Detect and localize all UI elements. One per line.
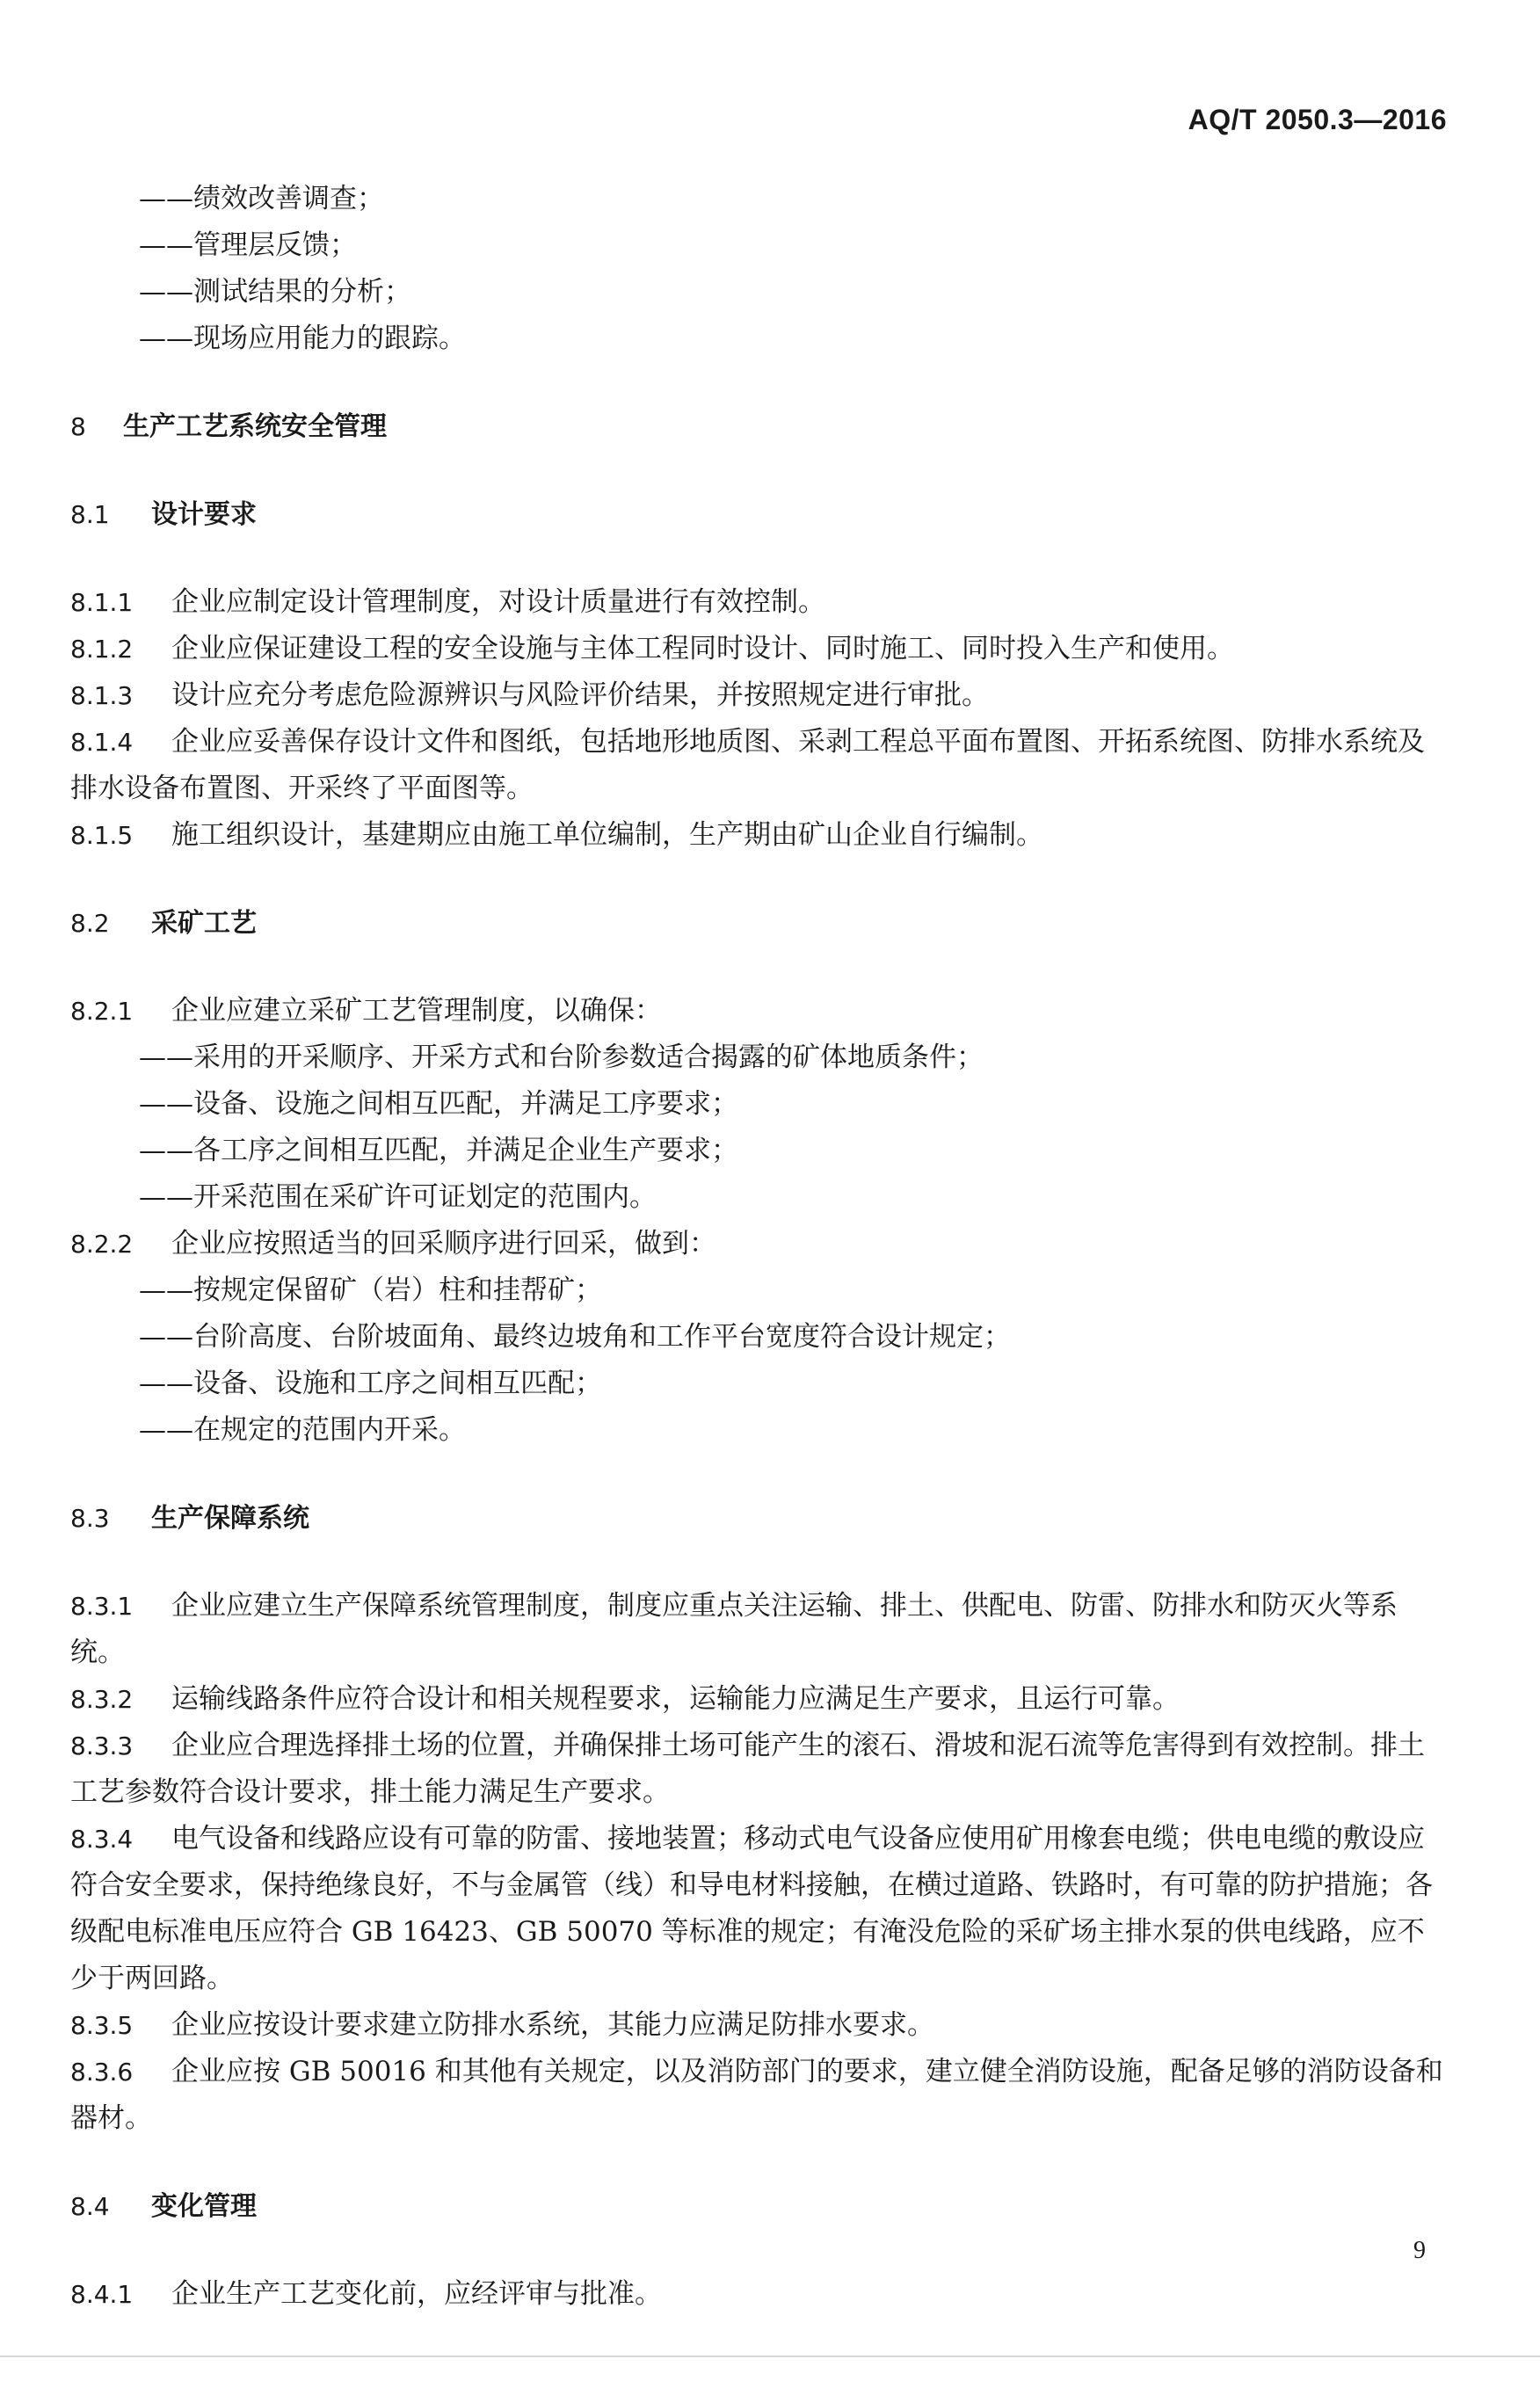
list-item: ——采用的开采顺序、开采方式和台阶参数适合揭露的矿体地质条件； [139,1042,984,1073]
section-title: 变化管理 [151,2191,257,2222]
clause-8-3-1 [70,1583,1447,1676]
clause-8-1-2 [70,626,1447,672]
clause-text: 施工组织设计，基建期应由施工单位编制，生产期由矿山企业自行编制。 [171,819,1043,851]
clause-8-3-2 [70,1676,1447,1723]
document-body [70,176,1447,2318]
section-title: 生产工艺系统安全管理 [123,411,387,442]
clause-number: 8.3.5 [70,2011,134,2040]
clause-8-2-2 [70,1221,1447,1267]
clause-text: 企业应合理选择排土场的位置，并确保排土场可能产生的滚石、滑坡和泥石流等危害得到有效控制。排土工艺参数符合设计要求，排土能力满足生产要求。 [70,1730,1425,1808]
clause-8-2-1 [70,988,1447,1034]
clause-number: 8.1.5 [70,821,134,850]
list-item: ——绩效改善调查； [139,183,384,214]
clause-number: 8.2.1 [70,997,134,1026]
clause-number: 8.1.4 [70,728,134,757]
clause-text: 企业应妥善保存设计文件和图纸，包括地形地质图、采剥工程总平面布置图、开拓系统图、防排水系统及排水设备布置图、开采终了平面图等。 [70,726,1425,804]
clause-text: 电气设备和线路应设有可靠的防雷、接地装置；移动式电气设备应使用矿用橡套电缆；供电电缆的敷设应符合安全要求，保持绝缘良好，不与金属管（线）和导电材料接触，在横过道路、铁路时，有可靠的防护措施；各级配电标准电压应符合 GB 16423、GB 50070 等标准的规定；有淹没危险的采矿场主排水泵的供电线路，应不少于两回路。 [70,1823,1433,1994]
list-item: ——设备、设施之间相互匹配，并满足工序要求； [139,1088,738,1120]
list-item: ——各工序之间相互匹配，并满足企业生产要求； [139,1135,738,1166]
list-item: ——按规定保留矿（岩）柱和挂帮矿； [139,1274,602,1306]
list-item: ——台阶高度、台阶坡面角、最终边坡角和工作平台宽度符合设计规定； [139,1321,1011,1353]
section-title: 生产保障系统 [151,1503,309,1534]
clause-text: 企业应建立生产保障系统管理制度，制度应重点关注运输、排土、供配电、防雷、防排水和防灭火等系统。 [70,1590,1398,1668]
clause-number: 8.3.1 [70,1592,134,1621]
section-number: 8.4 [70,2192,110,2221]
standard-number: AQ/T 2050.3—2016 [1188,104,1447,135]
clause-8-3-6 [70,2049,1447,2142]
section-title: 设计要求 [151,499,257,530]
section-number: 8.1 [70,500,110,529]
clause-text: 企业应保证建设工程的安全设施与主体工程同时设计、同时施工、同时投入生产和使用。 [171,633,1234,664]
clause-text: 企业生产工艺变化前，应经评审与批准。 [171,2278,662,2310]
clause-8-1-1 [70,579,1447,626]
section-8-heading [70,403,1447,450]
section-8-1-heading [70,491,1447,538]
clause-text: 企业应按 GB 50016 和其他有关规定，以及消防部门的要求，建立健全消防设施，配备足够的消防设备和器材。 [70,2056,1443,2134]
clause-text: 运输线路条件应符合设计和相关规程要求，运输能力应满足生产要求，且运行可靠。 [171,1683,1180,1715]
list-item: ——在规定的范围内开采。 [139,1414,466,1446]
clause-text: 企业应建立采矿工艺管理制度，以确保： [171,995,662,1027]
clause-number: 8.1.2 [70,635,134,664]
section-number: 8.3 [70,1504,110,1533]
clause-8-1-5 [70,812,1447,859]
list-item: ——测试结果的分析； [139,276,411,308]
clause-number: 8.1.1 [70,588,134,617]
clause-number: 8.3.3 [70,1731,134,1760]
clause-number: 8.3.4 [70,1825,134,1854]
list-item: ——管理层反馈； [139,229,357,261]
section-title: 采矿工艺 [151,908,257,939]
list-item: ——开采范围在采矿许可证划定的范围内。 [139,1181,657,1213]
clause-8-1-3 [70,672,1447,719]
section-number: 8 [70,412,86,441]
section-number: 8.2 [70,909,110,938]
clause-number: 8.3.6 [70,2058,134,2087]
page-number: 9 [1413,2237,1426,2264]
clause-8-4-1 [70,2271,1447,2318]
list-item: ——设备、设施和工序之间相互匹配； [139,1368,602,1399]
section-8-4-heading [70,2183,1447,2230]
clause-number: 8.1.3 [70,681,134,710]
section-8-3-heading [70,1495,1447,1542]
clause-number: 8.3.2 [70,1685,134,1714]
clause-8-3-5 [70,2002,1447,2049]
clause-number: 8.4.1 [70,2280,134,2309]
clause-text: 企业应按设计要求建立防排水系统，其能力应满足防排水要求。 [171,2009,934,2041]
clause-number: 8.2.2 [70,1230,134,1259]
list-item: ——现场应用能力的跟踪。 [139,323,466,354]
clause-8-3-3 [70,1723,1447,1816]
clause-8-1-4 [70,719,1447,812]
clause-text: 设计应充分考虑危险源辨识与风险评价结果，并按照规定进行审批。 [171,679,989,711]
clause-text: 企业应按照适当的回采顺序进行回采，做到： [171,1228,716,1259]
section-8-2-heading [70,900,1447,947]
clause-text: 企业应制定设计管理制度，对设计质量进行有效控制。 [171,586,825,618]
clause-8-3-4 [70,1816,1447,2002]
page-bottom-divider [0,2356,1540,2357]
